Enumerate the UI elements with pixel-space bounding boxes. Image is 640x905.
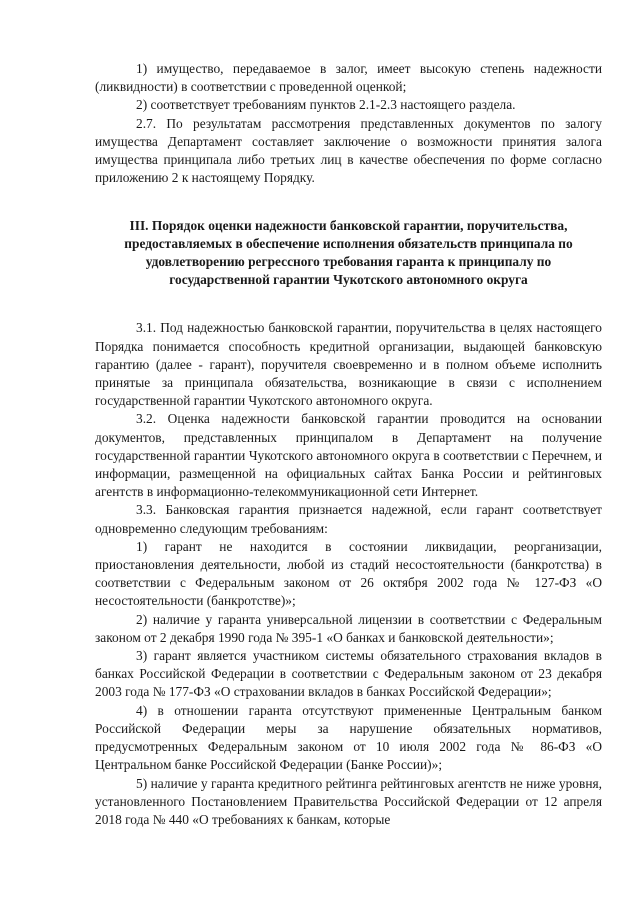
paragraph: 2) соответствует требованиям пунктов 2.1-2.3 настоящего раздела.	[136, 97, 516, 113]
list-item: 4) в отношении гаранта отсутствуют примененные Центральным банком Российской Федерации меры за нарушение обязательных нормативов, предусмотренных Федеральным законом от 10 июля 2002 года № 86-ФЗ «О Центральном банке Российской Федерации (Банке России)»;	[95, 702, 602, 773]
list-item: 1) гарант не находится в состоянии ликвидации, реорганизации, приостановления деятельности, любой из стадий несостоятельности (банкротства) в соответствии с Федеральным законом от 26 октября 2002 года № 127-ФЗ «О несостоятельности (банкротстве)»;	[95, 538, 602, 609]
list-item: 2) наличие у гаранта универсальной лицензии в соответствии с Федеральным законом от 2 декабря 1990 года № 395-1 «О банках и банковской деятельности»;	[95, 611, 602, 645]
list-item: 3) гарант является участником системы обязательного страхования вкладов в банках Российской Федерации в соответствии с Федеральным законом от 23 декабря 2003 года № 177-ФЗ «О страховании вкладов в банках Российской Федерации»;	[95, 648, 602, 700]
paragraph: 2.7. По результатам рассмотрения представленных документов по залогу имущества Департамент составляет заключение о возможности принятия залога имущества принципала либо третьих лиц в качестве обеспечения по форме согласно приложению 2 к настоящему Порядку.	[95, 115, 602, 186]
paragraph: 3.2. Оценка надежности банковской гарантии проводится на основании документов, представленных принципалом в Департамент на получение государственной гарантии Чукотского автономного округа в соответствии с Перечнем, и информации, размещенной на официальных сайтах Банка России и рейтинговых агентств в информационно-телекоммуникационной сети Интернет.	[95, 411, 602, 500]
paragraph: 3.1. Под надежностью банковской гарантии, поручительства в целях настоящего Порядка понимается способность кредитной организации, выдающей банковскую гарантию (далее - гарант), поручителя своевременно и в полном объеме исполнить принятые за принципала обязательства, возникающие в связи с исполнением государственной гарантии Чукотского автономного округа.	[95, 320, 602, 409]
paragraph: 3.3. Банковская гарантия признается надежной, если гарант соответствует одновременно следующим требованиям:	[95, 502, 602, 536]
paragraph: 1) имущество, передаваемое в залог, имеет высокую степень надежности (ликвидности) в соответствии с проведенной оценкой;	[95, 61, 602, 95]
list-item: 5) наличие у гаранта кредитного рейтинга рейтинговых агентств не ниже уровня, установленного Постановлением Правительства Российской Федерации от 12 апреля 2018 года № 440 «О требованиях к банкам, которые	[95, 775, 602, 827]
section-heading: III. Порядок оценки надежности банковской гарантии, поручительства, предоставляемых в обеспечение исполнения обязательств принципала по удовлетворению регрессного требования гаранта к принципалу по государственной гарантии Чукотского автономного округа	[124, 218, 573, 288]
